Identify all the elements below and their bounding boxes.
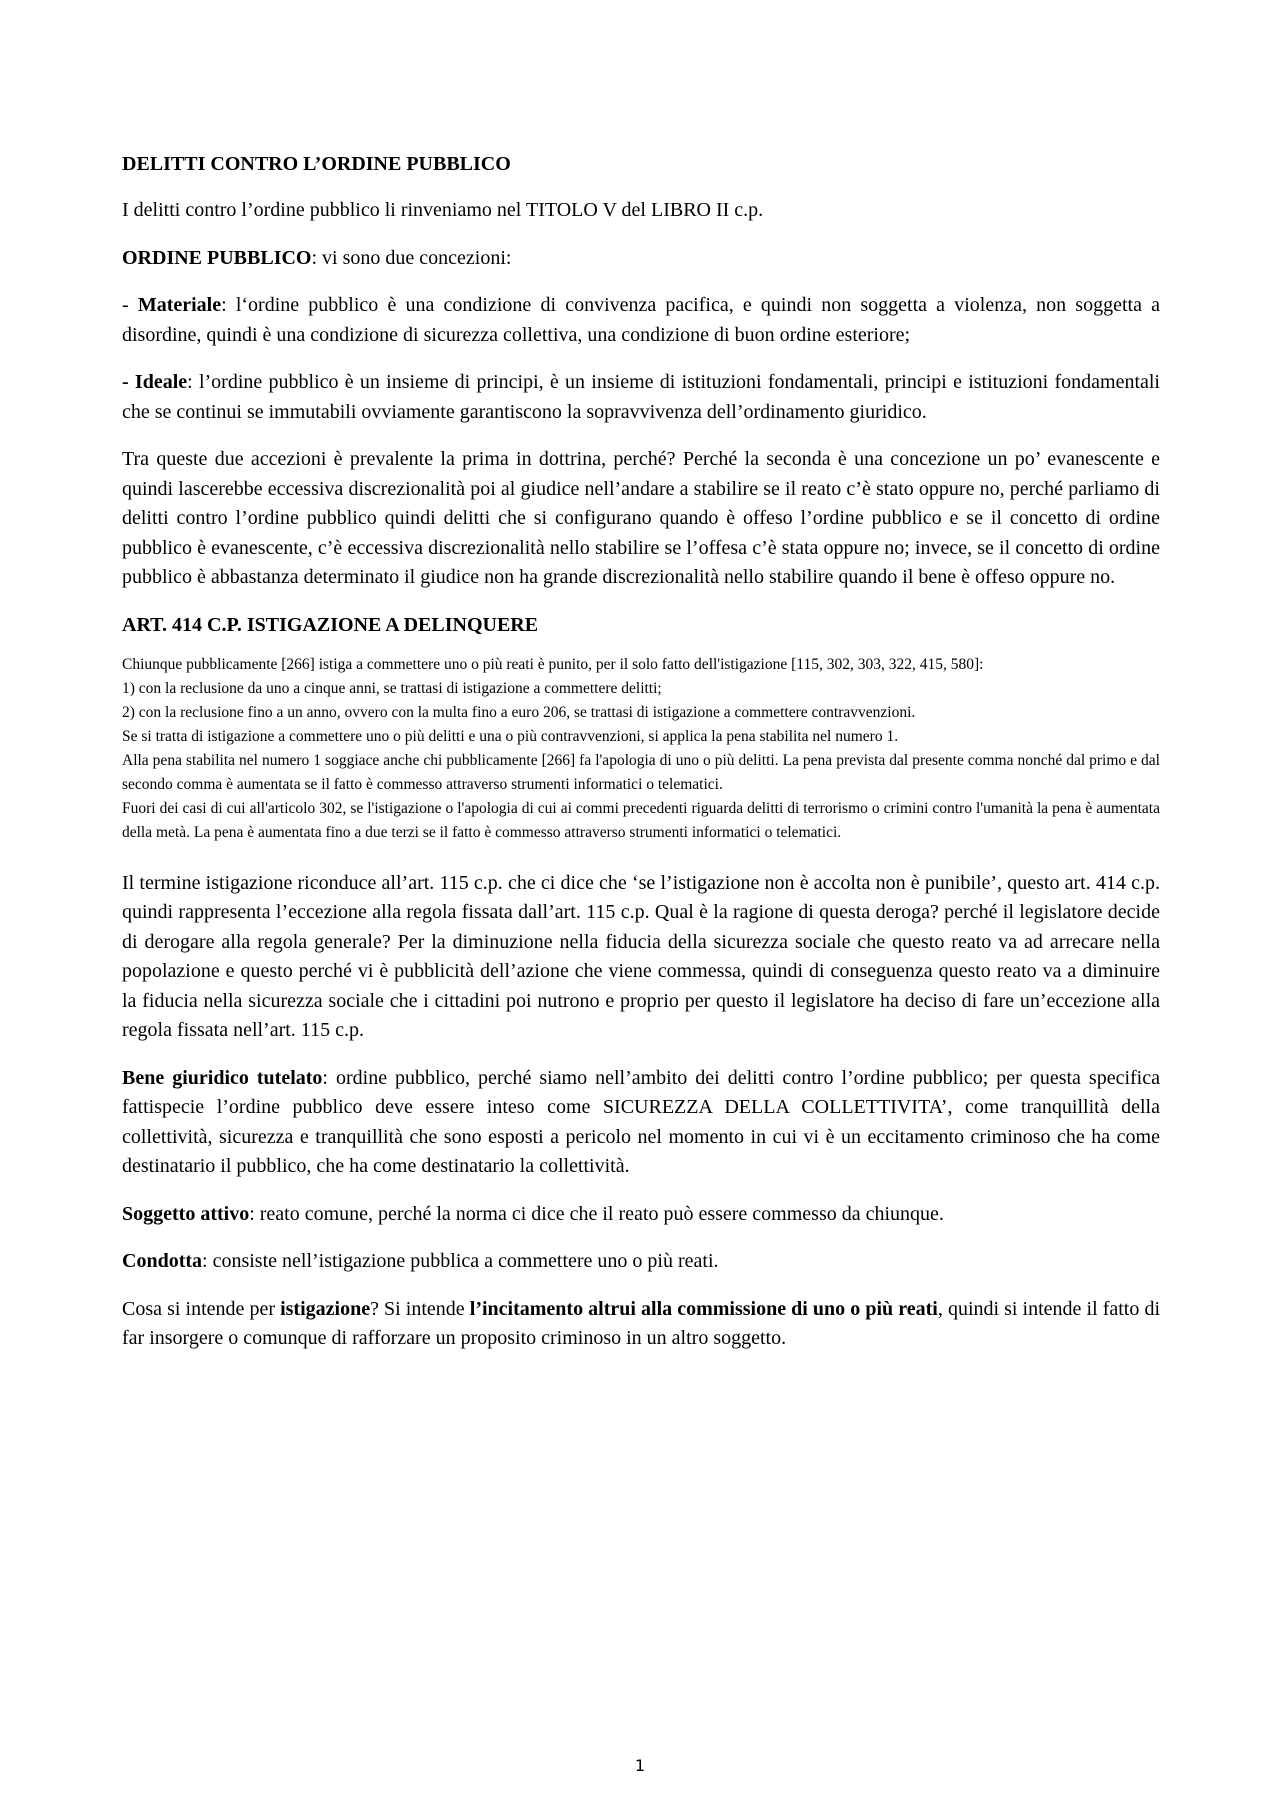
law-text-block [122,653,1160,845]
law-line: Chiunque pubblicamente [266] istiga a commettere uno o più reati è punito, per il solo fatto dell'istigazione [115, 302, 303, 322, 415, 580]: [122,655,984,673]
document-page [122,150,1160,1372]
materiale-paragraph [122,291,1160,350]
istigazione-definition: l’incitamento altrui alla commissione di uno o più reati [469,1297,938,1320]
istigazione-paragraph [122,1295,1160,1354]
materiale-text: : l‘ordine pubblico è una condizione di convivenza pacifica, e quindi non soggetta a violenza, non soggetta a disordine, quindi è una condizione di sicurezza collettiva, una condizione di buon ordine esteriore; [122,294,1160,346]
ideale-text: : l’ordine pubblico è un insieme di principi, è un insieme di istituzioni fondamentali, principi e istituzioni fondamentali che se continui se immutabili ovviamente garantiscono la sopravvivenza dell’ordinamento giuridico. [122,371,1160,423]
termine-paragraph: Il termine istigazione riconduce all’art. 115 c.p. che ci dice che ‘se l’istigazione non è accolta non è punibile’, questo art. 414 c.p. quindi rappresenta l’eccezione alla regola fissata dall’art. 115 c.p. Qual è la ragione di questa deroga? perché il legislatore decide di derogare alla regola generale? Per la diminuzione nella fiducia della sicurezza sociale che questo reato va ad arrecare nella popolazione e questo perché vi è pubblicità dell’azione che viene commessa, quindi di conseguenza questo reato va a diminuire la fiducia nella sicurezza sociale che i cittadini poi nutrono e proprio per questo il legislatore ha deciso di fare un’eccezione alla regola fissata nell’art. 115 c.p. [122,871,1160,1041]
page-number: 1 [634,1756,646,1775]
istigazione-mid: ? Si intende [370,1297,470,1320]
materiale-label: Materiale [137,294,222,316]
ordine-pubblico-paragraph [122,244,1160,274]
soggetto-attivo-label: Soggetto attivo [122,1202,250,1225]
condotta-paragraph [122,1247,1160,1277]
bene-giuridico-text: : ordine pubblico, perché siamo nell’ambito dei delitti contro l’ordine pubblico; per questa specifica fattispecie l’ordine pubblico deve essere inteso come SICUREZZA DELLA COLLETTIVITA’, come tranquillità della collettività, sicurezza e tranquillità che sono esposti a pericolo nel momento in cui vi è un eccitamento criminoso che ha come destinatario il pubblico, che ha come destinatario la collettività. [122,1066,1160,1177]
bene-giuridico-label: Bene giuridico tutelato [122,1066,323,1089]
page-title: DELITTI CONTRO L’ORDINE PUBBLICO [122,153,511,175]
condotta-label: Condotta [122,1250,203,1272]
law-line: Alla pena stabilita nel numero 1 soggiace anche chi pubblicamente [266] fa l'apologia di uno o più delitti. La pena prevista dal presente comma nonché dal primo e dal secondo comma è aumentata se il fatto è commesso attraverso strumenti informatici o telematici. [122,751,1160,793]
ideale-label: - Ideale [122,371,188,393]
istigazione-pre: Cosa si intende per [122,1297,281,1320]
ideale-paragraph [122,368,1160,427]
bene-giuridico-paragraph [122,1064,1160,1182]
accezioni-paragraph: Tra queste due accezioni è prevalente la prima in dottrina, perché? Perché la seconda è una concezione un po’ evanescente e quindi lascerebbe eccessiva discrezionalità poi al giudice nell’andare a stabilire se il reato c’è stato oppure no, perché parliamo di delitti contro l’ordine pubblico quindi delitti che si configurano quando è offeso l’ordine pubblico e se il concetto di ordine pubblico è evanescente, c’è eccessiva discrezionalità nello stabilire se l’offesa c’è stata oppure no; invece, se il concetto di ordine pubblico è abbastanza determinato il giudice non ha grande discrezionalità nello stabilire quando il bene è offeso oppure no. [122,448,1160,588]
soggetto-attivo-paragraph [122,1200,1160,1230]
law-line: 1) con la reclusione da uno a cinque anni, se trattasi di istigazione a commettere delitti; [122,679,662,697]
condotta-text: : consiste nell’istigazione pubblica a commettere uno o più reati. [202,1250,719,1272]
law-line: Fuori dei casi di cui all'articolo 302, se l'istigazione o l'apologia di cui ai commi precedenti riguarda delitti di terrorismo o crimini contro l'umanità la pena è aumentata della metà. La pena è aumentata fino a due terzi se il fatto è commesso attraverso strumenti informatici o telematici. [122,799,1160,841]
article-heading: ART. 414 C.P. ISTIGAZIONE A DELINQUERE [122,613,539,636]
law-line: Se si tratta di istigazione a commettere uno o più delitti e una o più contravvenzioni, si applica la pena stabilita nel numero 1. [122,727,899,745]
intro-paragraph: I delitti contro l’ordine pubblico li rinveniamo nel TITOLO V del LIBRO II c.p. [122,199,764,221]
materiale-prefix: - [122,294,138,316]
ordine-pubblico-text: : vi sono due concezioni: [311,246,512,269]
istigazione-post: , quindi si intende il fatto di far insorgere o comunque di rafforzare un proposito criminoso in un altro soggetto. [122,1297,1161,1349]
law-line: 2) con la reclusione fino a un anno, ovvero con la multa fino a euro 206, se trattasi di istigazione a commettere contravvenzioni. [122,703,916,721]
istigazione-label: istigazione [280,1297,371,1320]
ordine-pubblico-label: ORDINE PUBBLICO [122,246,312,269]
soggetto-attivo-text: : reato comune, perché la norma ci dice che il reato può essere commesso da chiunque. [249,1202,944,1225]
